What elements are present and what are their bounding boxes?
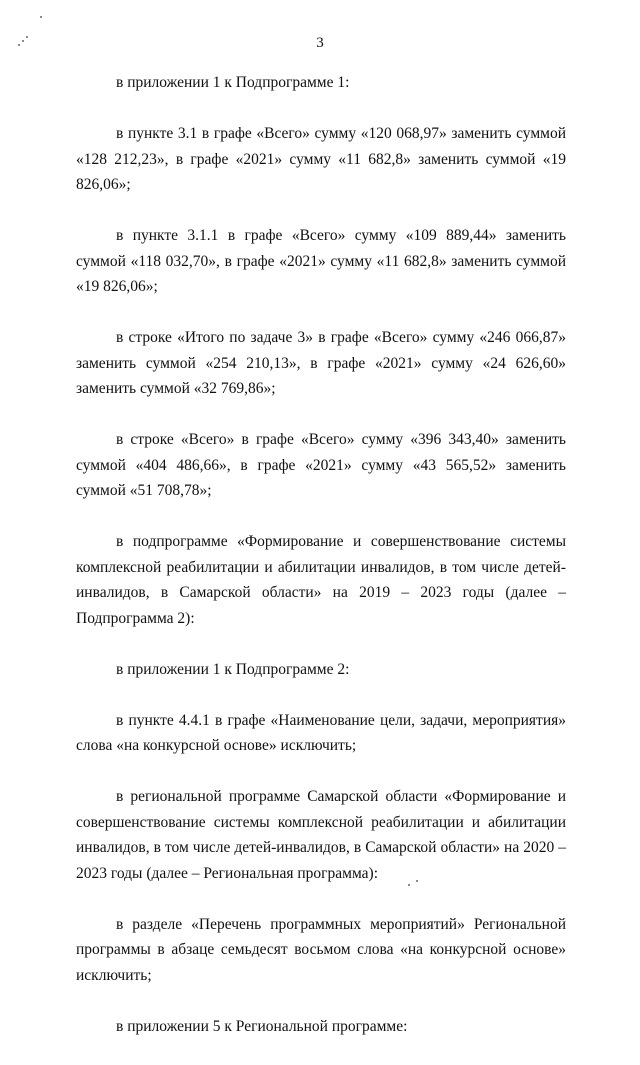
document-body <box>76 70 566 1065</box>
paragraph: в региональной программе Самарской области «Формирование и совершенствование системы комплексной реабилитации и абилитации инвалидов, в том числе детей-инвалидов, в Самарской области» на 2020 – 2023 годы (далее – Региональная программа): <box>76 788 566 882</box>
paragraph: в пункте 4.4.1 в графе «Наименование цели, задачи, мероприятия» слова «на конкурсной основе» исключить; <box>76 711 566 754</box>
paragraph: в подпрограмме «Формирование и совершенствование системы комплексной реабилитации и абилитации инвалидов, в том числе детей-инвалидов, в Самарской области» на 2019 – 2023 годы (далее – Подпрограмма 2): <box>76 533 566 627</box>
paragraph: в приложении 1 к Подпрограмме 1: <box>116 74 350 91</box>
paragraph: в строке «Итого по задаче 3» в графе «Всего» сумму «246 066,87» заменить суммой «254 210,13», в графе «2021» сумму «24 626,60» заменить суммой «32 769,86»; <box>76 329 566 397</box>
page-number: 3 <box>316 35 324 51</box>
paragraph: в пункте 3.1 в графе «Всего» сумму «120 068,97» заменить суммой «128 212,23», в графе «2021» сумму «11 682,8» заменить суммой «19 826,06»; <box>76 125 566 193</box>
paragraph: в строке «Всего» в графе «Всего» сумму «396 343,40» заменить суммой «404 486,66», в графе «2021» сумму «43 565,52» заменить суммой «51 708,78»; <box>76 431 566 499</box>
scan-speck <box>40 16 42 18</box>
paragraph: в пункте 3.1.1 в графе «Всего» сумму «109 889,44» заменить суммой «118 032,70», в графе «2021» сумму «11 682,8» заменить суммой «19 826,06»; <box>76 227 566 295</box>
paragraph: в приложении 5 к Региональной программе: <box>116 1017 408 1035</box>
paragraph: в приложении 1 к Подпрограмме 2: <box>116 660 350 678</box>
paragraph: в разделе «Перечень программных мероприятий» Региональной программы в абзаце семьдесят восьмом слова «на конкурсной основе» исключить; <box>76 915 566 984</box>
